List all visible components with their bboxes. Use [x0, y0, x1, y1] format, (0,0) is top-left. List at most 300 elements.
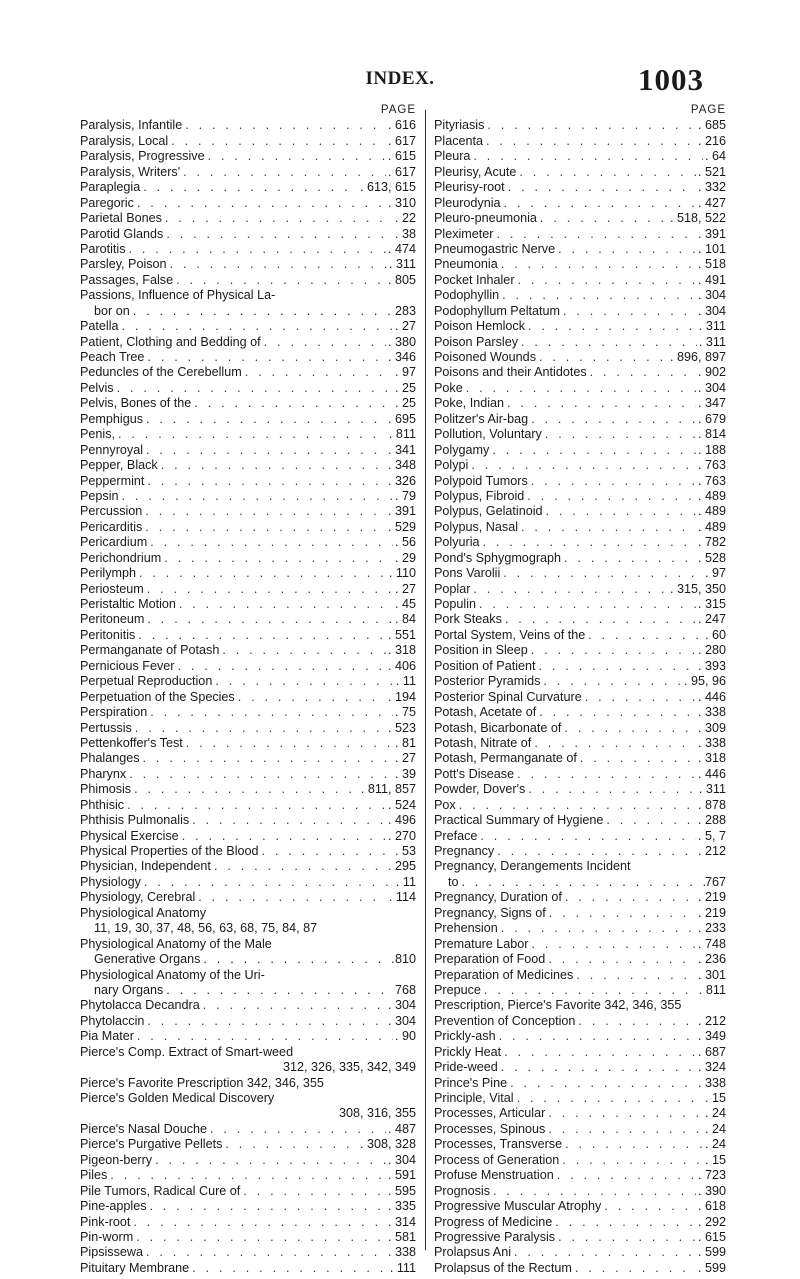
leader-dots	[577, 751, 696, 766]
leader-dots	[490, 1184, 696, 1199]
entry-name: Phthisis Pulmonalis	[80, 813, 190, 828]
entry-name: Polypus, Nasal	[434, 519, 518, 534]
leader-dots	[161, 551, 393, 566]
entry-pages: . 338	[696, 1076, 726, 1091]
leader-dots	[531, 736, 696, 751]
index-entry	[434, 1106, 726, 1121]
entry-pages: . 591	[386, 1168, 416, 1183]
index-entry	[434, 1153, 726, 1168]
leader-dots	[496, 1029, 696, 1044]
leader-dots	[545, 952, 696, 967]
leader-dots	[480, 535, 696, 550]
index-entry	[80, 1137, 416, 1152]
leader-dots	[463, 381, 696, 396]
leader-dots	[144, 474, 386, 489]
index-entry	[434, 1029, 726, 1044]
leader-dots	[501, 196, 696, 211]
leader-dots	[525, 782, 697, 797]
leader-dots	[175, 659, 386, 674]
entry-pages: . 391	[386, 504, 416, 519]
entry-pages: . 216	[696, 134, 726, 149]
index-entry-heading: Passions, Influence of Physical La-	[80, 288, 276, 303]
entry-name: Pond's Sphygmograph	[434, 550, 562, 565]
entry-name: Progress of Medicine	[434, 1214, 553, 1229]
index-entry	[80, 736, 416, 751]
leader-dots	[144, 582, 393, 597]
entry-name: Pocket Inhaler	[434, 272, 515, 287]
entry-name: Podophyllin	[434, 288, 500, 303]
entry-name: Perpetuation of the Species	[80, 689, 235, 704]
entry-pages: . 194	[386, 690, 416, 705]
entry-pages: . 615	[386, 149, 416, 164]
leader-dots	[546, 906, 696, 921]
leader-dots	[555, 242, 696, 257]
leader-dots	[498, 1060, 696, 1075]
leader-dots	[524, 489, 696, 504]
entry-pages: . 97	[393, 365, 416, 380]
entry-pages: . 618	[696, 1199, 726, 1214]
entry-pages-line: 308, 316, 355	[338, 1106, 416, 1121]
leader-dots	[552, 1215, 696, 1230]
leader-dots	[562, 1137, 703, 1152]
entry-pages: . 391	[696, 227, 726, 242]
leader-dots	[555, 1230, 696, 1245]
entry-pages: . 348	[386, 458, 416, 473]
index-column-left	[80, 103, 416, 1276]
index-entry	[434, 1137, 726, 1152]
entry-name: Pennyroyal	[80, 442, 144, 457]
leader-dots	[498, 257, 696, 272]
leader-dots	[132, 721, 386, 736]
entry-name: Prevention of Conception	[434, 1013, 576, 1028]
entry-name: Pertussis	[80, 720, 132, 735]
entry-pages: . 75	[393, 705, 416, 720]
leader-dots	[554, 1168, 696, 1183]
entry-name: Pierce's Nasal Douche	[80, 1121, 208, 1136]
leader-dots	[240, 1184, 386, 1199]
index-entry	[434, 674, 726, 689]
entry-pages: . 613, 615	[358, 180, 416, 195]
leader-dots	[140, 180, 358, 195]
entry-name: Principle, Vital	[434, 1091, 514, 1105]
index-entry	[80, 1215, 416, 1230]
index-entry	[80, 844, 416, 859]
leader-dots	[158, 458, 386, 473]
leader-dots	[147, 705, 393, 720]
entry-pages: . 811, 857	[359, 782, 416, 797]
entry-name: Peritoneum	[80, 612, 145, 627]
leader-dots	[459, 875, 705, 890]
entry-name: Parietal Bones	[80, 211, 162, 226]
index-entry-heading: Pierce's Favorite Prescription 342, 346, 355	[80, 1075, 324, 1090]
entry-name: Phthisic	[80, 797, 125, 812]
entry-pages: . 782	[696, 535, 726, 550]
index-entry	[80, 443, 416, 458]
leader-dots	[470, 149, 703, 164]
leader-dots	[494, 844, 696, 859]
entry-pages: . 805	[386, 273, 416, 288]
entry-pages: . 212	[696, 844, 726, 859]
entry-pages: . 280	[696, 643, 726, 658]
index-entry	[434, 968, 726, 983]
leader-dots	[587, 365, 696, 380]
entry-pages: . 524	[386, 798, 416, 813]
leader-dots	[143, 1245, 386, 1260]
entry-pages: . 111	[388, 1261, 416, 1276]
index-entry	[80, 582, 416, 597]
entry-name: Physiology, Cerebral	[80, 890, 196, 905]
leader-dots	[499, 288, 696, 303]
index-entry	[434, 427, 726, 442]
index-entry	[80, 180, 416, 195]
entry-pages: . 25	[393, 381, 416, 396]
index-entry	[434, 1091, 726, 1106]
entry-pages: . 393	[696, 659, 726, 674]
entry-pages: . 446	[696, 767, 726, 782]
entry-pages: . 615	[696, 1230, 726, 1245]
entry-pages: . 723	[696, 1168, 726, 1183]
entry-pages: 283	[394, 303, 416, 318]
entry-pages: . 304	[386, 1153, 416, 1168]
entry-name: Podophyllum Peltatum	[434, 303, 561, 318]
entry-name: Pollution, Voluntary	[434, 427, 542, 442]
entry-name: Poison Hemlock	[434, 319, 525, 334]
entry-name: Pregnancy, Duration of	[434, 890, 562, 905]
entry-pages: . 763	[696, 474, 726, 489]
entry-pages: . 233	[696, 921, 726, 936]
entry-name: Paregoric	[80, 195, 134, 210]
index-entry	[80, 458, 416, 473]
leader-dots	[163, 227, 393, 242]
entry-name: Pericardium	[80, 535, 148, 550]
entry-name: Pleuro-pneumonia	[434, 211, 537, 226]
entry-name: Peach Tree	[80, 350, 145, 364]
index-entry	[434, 273, 726, 288]
entry-name: Pleura	[434, 149, 471, 164]
entry-name: Position of Patient	[434, 658, 536, 673]
leader-dots	[179, 829, 386, 844]
leader-dots	[470, 582, 668, 597]
entry-pages: . 528	[696, 551, 726, 566]
index-entry-heading: Physiological Anatomy	[80, 905, 207, 920]
leader-dots	[477, 829, 696, 844]
index-entry	[434, 319, 726, 334]
entry-pages: . 24	[703, 1106, 726, 1121]
index-entry	[80, 520, 416, 535]
leader-dots	[545, 1122, 703, 1137]
index-entry	[434, 165, 726, 180]
entry-pages: . 64	[703, 149, 726, 164]
entry-pages: . 84	[393, 612, 416, 627]
entry-pages: . 304	[696, 304, 726, 319]
entry-name: Parotitis	[80, 241, 126, 256]
entry-pages: . 617	[386, 134, 416, 149]
entry-name: Perichondrium	[80, 550, 162, 565]
index-entry	[434, 844, 726, 859]
entry-name: Polypi	[434, 458, 469, 473]
leader-dots	[528, 474, 696, 489]
leader-dots	[242, 365, 393, 380]
index-entry	[434, 211, 726, 226]
entry-name: Paralysis, Local	[80, 133, 169, 148]
entry-name: Prognosis	[434, 1183, 491, 1198]
leader-dots	[212, 674, 394, 689]
leader-dots	[536, 659, 696, 674]
entry-pages: . 22	[393, 211, 416, 226]
entry-pages: . 390	[696, 1184, 726, 1199]
leader-dots	[476, 597, 696, 612]
index-entry	[434, 257, 726, 272]
entry-pages: . 489	[696, 489, 726, 504]
index-entry	[434, 690, 726, 705]
entry-name: Pernicious Fever	[80, 658, 175, 673]
leader-dots	[518, 335, 697, 350]
index-entry	[434, 983, 726, 998]
index-entry	[434, 535, 726, 550]
entry-pages: . 304	[386, 998, 416, 1013]
entry-pages: . 27	[393, 319, 416, 334]
entry-name: Pharynx	[80, 766, 127, 781]
entry-name: Pleximeter	[434, 226, 494, 241]
entry-pages: . 288	[696, 813, 726, 828]
entry-name: Prolapsus Ani	[434, 1245, 512, 1260]
index-entry	[434, 566, 726, 581]
entry-pages: . 29	[393, 551, 416, 566]
entry-name: Potash, Nitrate of	[434, 735, 532, 750]
entry-name: Pride-weed	[434, 1060, 498, 1075]
entry-name: Pork Steaks	[434, 612, 502, 627]
entry-name: Physician, Independent	[80, 859, 211, 874]
index-entry	[434, 242, 726, 257]
leader-dots	[142, 504, 386, 519]
leader-dots	[504, 396, 696, 411]
index-entry	[434, 643, 726, 658]
entry-name: to	[448, 874, 459, 889]
index-entry	[80, 535, 416, 550]
entry-name: Practical Summary of Hygiene	[434, 813, 604, 828]
entry-pages: . 212	[696, 1014, 726, 1029]
entry-name: Polypoid Tumors	[434, 473, 528, 488]
leader-dots	[562, 890, 696, 905]
entry-name: Pleurodynia	[434, 195, 501, 210]
leader-dots	[261, 335, 386, 350]
index-entry	[80, 381, 416, 396]
leader-dots	[195, 890, 387, 905]
entry-name: Processes, Transverse	[434, 1137, 563, 1152]
index-entry	[80, 396, 416, 411]
leader-dots	[126, 767, 393, 782]
index-entries-left	[80, 118, 416, 1276]
leader-dots	[575, 1014, 696, 1029]
index-entry	[80, 196, 416, 211]
leader-dots	[481, 983, 697, 998]
index-entry-heading: Physiological Anatomy of the Uri-	[80, 967, 265, 982]
index-entry	[80, 1122, 416, 1137]
leader-dots	[133, 1230, 386, 1245]
entry-pages: . 406	[386, 659, 416, 674]
leader-dots	[163, 983, 395, 998]
index-entry	[434, 628, 726, 643]
leader-dots	[560, 304, 696, 319]
entry-name: Poison Parsley	[434, 334, 518, 349]
entry-name: Process of Generation	[434, 1152, 560, 1167]
index-entry	[80, 227, 416, 242]
leader-dots	[134, 1029, 393, 1044]
entry-pages: . 341	[386, 443, 416, 458]
leader-dots	[561, 721, 696, 736]
entry-name: Pneumonia	[434, 257, 498, 272]
entry-name: Pin-worm	[80, 1229, 134, 1244]
entry-name: bor on	[94, 303, 130, 318]
index-entry-continuation	[434, 875, 726, 890]
index-entry	[434, 1261, 726, 1276]
index-entry	[434, 118, 726, 133]
entry-name: Progressive Paralysis	[434, 1229, 556, 1244]
entry-pages: . 318	[696, 751, 726, 766]
leader-dots	[543, 504, 696, 519]
index-entry	[80, 118, 416, 133]
index-entry	[80, 1184, 416, 1199]
leader-dots	[601, 1199, 696, 1214]
index-entry	[80, 489, 416, 504]
entry-name: Polyuria	[434, 535, 480, 550]
index-entry-heading: Pierce's Golden Medical Discovery	[80, 1091, 275, 1105]
entry-pages: . 616	[386, 118, 416, 133]
index-entry	[434, 381, 726, 396]
index-entry	[434, 134, 726, 149]
entry-pages: . 81	[393, 736, 416, 751]
entry-name: Posterior Spinal Curvature	[434, 689, 582, 704]
leader-dots	[603, 813, 696, 828]
leader-dots	[494, 227, 696, 242]
entry-name: Preparation of Food	[434, 952, 546, 967]
entry-pages: 767	[704, 874, 726, 889]
index-entry	[434, 659, 726, 674]
index-entry	[434, 1060, 726, 1075]
entry-pages: . 38	[393, 227, 416, 242]
leader-dots	[561, 551, 696, 566]
index-entry	[80, 705, 416, 720]
index-entry-continuation	[80, 304, 416, 319]
index-entry	[434, 1245, 726, 1260]
index-entry	[434, 721, 726, 736]
entry-pages: . 236	[696, 952, 726, 967]
leader-dots	[525, 319, 697, 334]
entry-pages: . 309	[696, 721, 726, 736]
entry-pages: . 763	[696, 458, 726, 473]
entry-name: Prince's Pine	[434, 1075, 508, 1090]
index-entry	[434, 597, 726, 612]
entry-name: nary Organs	[94, 982, 164, 997]
index-entry	[434, 705, 726, 720]
entry-pages: . 335	[386, 1199, 416, 1214]
entry-pages: . 315, 350	[668, 582, 726, 597]
index-entry	[80, 998, 416, 1013]
entry-pages: . 318	[386, 643, 416, 658]
entry-name: Periosteum	[80, 581, 144, 596]
index-entry	[80, 319, 416, 334]
index-entry	[434, 736, 726, 751]
leader-dots	[219, 643, 386, 658]
entry-name: Preface	[434, 828, 478, 843]
index-entry	[80, 859, 416, 874]
entry-name: Polygamy	[434, 442, 490, 457]
index-entry	[434, 1168, 726, 1183]
index-entry	[80, 674, 416, 689]
entry-name: Pile Tumors, Radical Cure of	[80, 1183, 241, 1198]
entry-pages: . 346	[386, 350, 416, 365]
index-entry	[434, 458, 726, 473]
index-entry	[434, 1230, 726, 1245]
index-entry	[80, 612, 416, 627]
entry-name: Penis,	[80, 427, 116, 442]
entry-pages: . 687	[696, 1045, 726, 1060]
entry-pages: . 304	[386, 1014, 416, 1029]
entry-name: Parsley, Poison	[80, 257, 167, 272]
entry-pages: . 304	[696, 381, 726, 396]
entry-name: Potash, Permanganate of	[434, 751, 577, 766]
entry-pages: 810	[394, 952, 416, 967]
entry-pages: . 349	[696, 1029, 726, 1044]
leader-dots	[500, 566, 703, 581]
entry-name: Percussion	[80, 504, 143, 519]
entry-pages: . 27	[393, 751, 416, 766]
entry-pages: . 599	[696, 1261, 726, 1276]
entry-pages: . 902	[696, 365, 726, 380]
index-entry	[80, 1153, 416, 1168]
leader-dots	[585, 628, 703, 643]
entry-name: Pepper, Black	[80, 458, 158, 473]
entry-pages: . 97	[703, 566, 726, 581]
leader-dots	[182, 118, 386, 133]
leader-dots	[124, 798, 386, 813]
entry-name: Patient, Clothing and Bedding of	[80, 334, 261, 349]
index-entry	[80, 566, 416, 581]
leader-dots	[507, 1076, 696, 1091]
entry-name: Phimosis	[80, 782, 132, 797]
index-entry	[80, 1199, 416, 1214]
entry-pages: . 60	[703, 628, 726, 643]
entry-name: Physical Exercise	[80, 828, 179, 843]
entry-pages: . 311	[697, 335, 726, 350]
index-entry-heading: Prescription, Pierce's Favorite 342, 346, 355	[434, 998, 682, 1013]
leader-dots	[205, 149, 386, 164]
index-entry	[434, 1184, 726, 1199]
entry-pages: . 489	[696, 504, 726, 519]
entry-pages: . 811	[387, 427, 416, 442]
index-entry	[80, 751, 416, 766]
entry-name: Pettenkoffer's Test	[80, 735, 183, 750]
entry-name: Perspiration	[80, 705, 148, 720]
leader-dots	[189, 813, 386, 828]
entry-name: Pleurisy, Acute	[434, 164, 517, 179]
index-entry	[434, 767, 726, 782]
entry-name: Pregnancy, Signs of	[434, 905, 546, 920]
index-entry	[434, 612, 726, 627]
entry-pages: . 79	[393, 489, 416, 504]
leader-dots	[119, 319, 393, 334]
index-entry	[80, 721, 416, 736]
entry-pages: . 474	[386, 242, 416, 257]
index-entry	[80, 875, 416, 890]
index-entry	[80, 659, 416, 674]
leader-dots	[505, 180, 696, 195]
leader-dots	[167, 257, 387, 272]
index-entry	[80, 1230, 416, 1245]
entry-pages: . 315	[696, 597, 726, 612]
entry-name: Position in Sleep	[434, 643, 528, 658]
entry-name: Potash, Bicarbonate of	[434, 720, 562, 735]
